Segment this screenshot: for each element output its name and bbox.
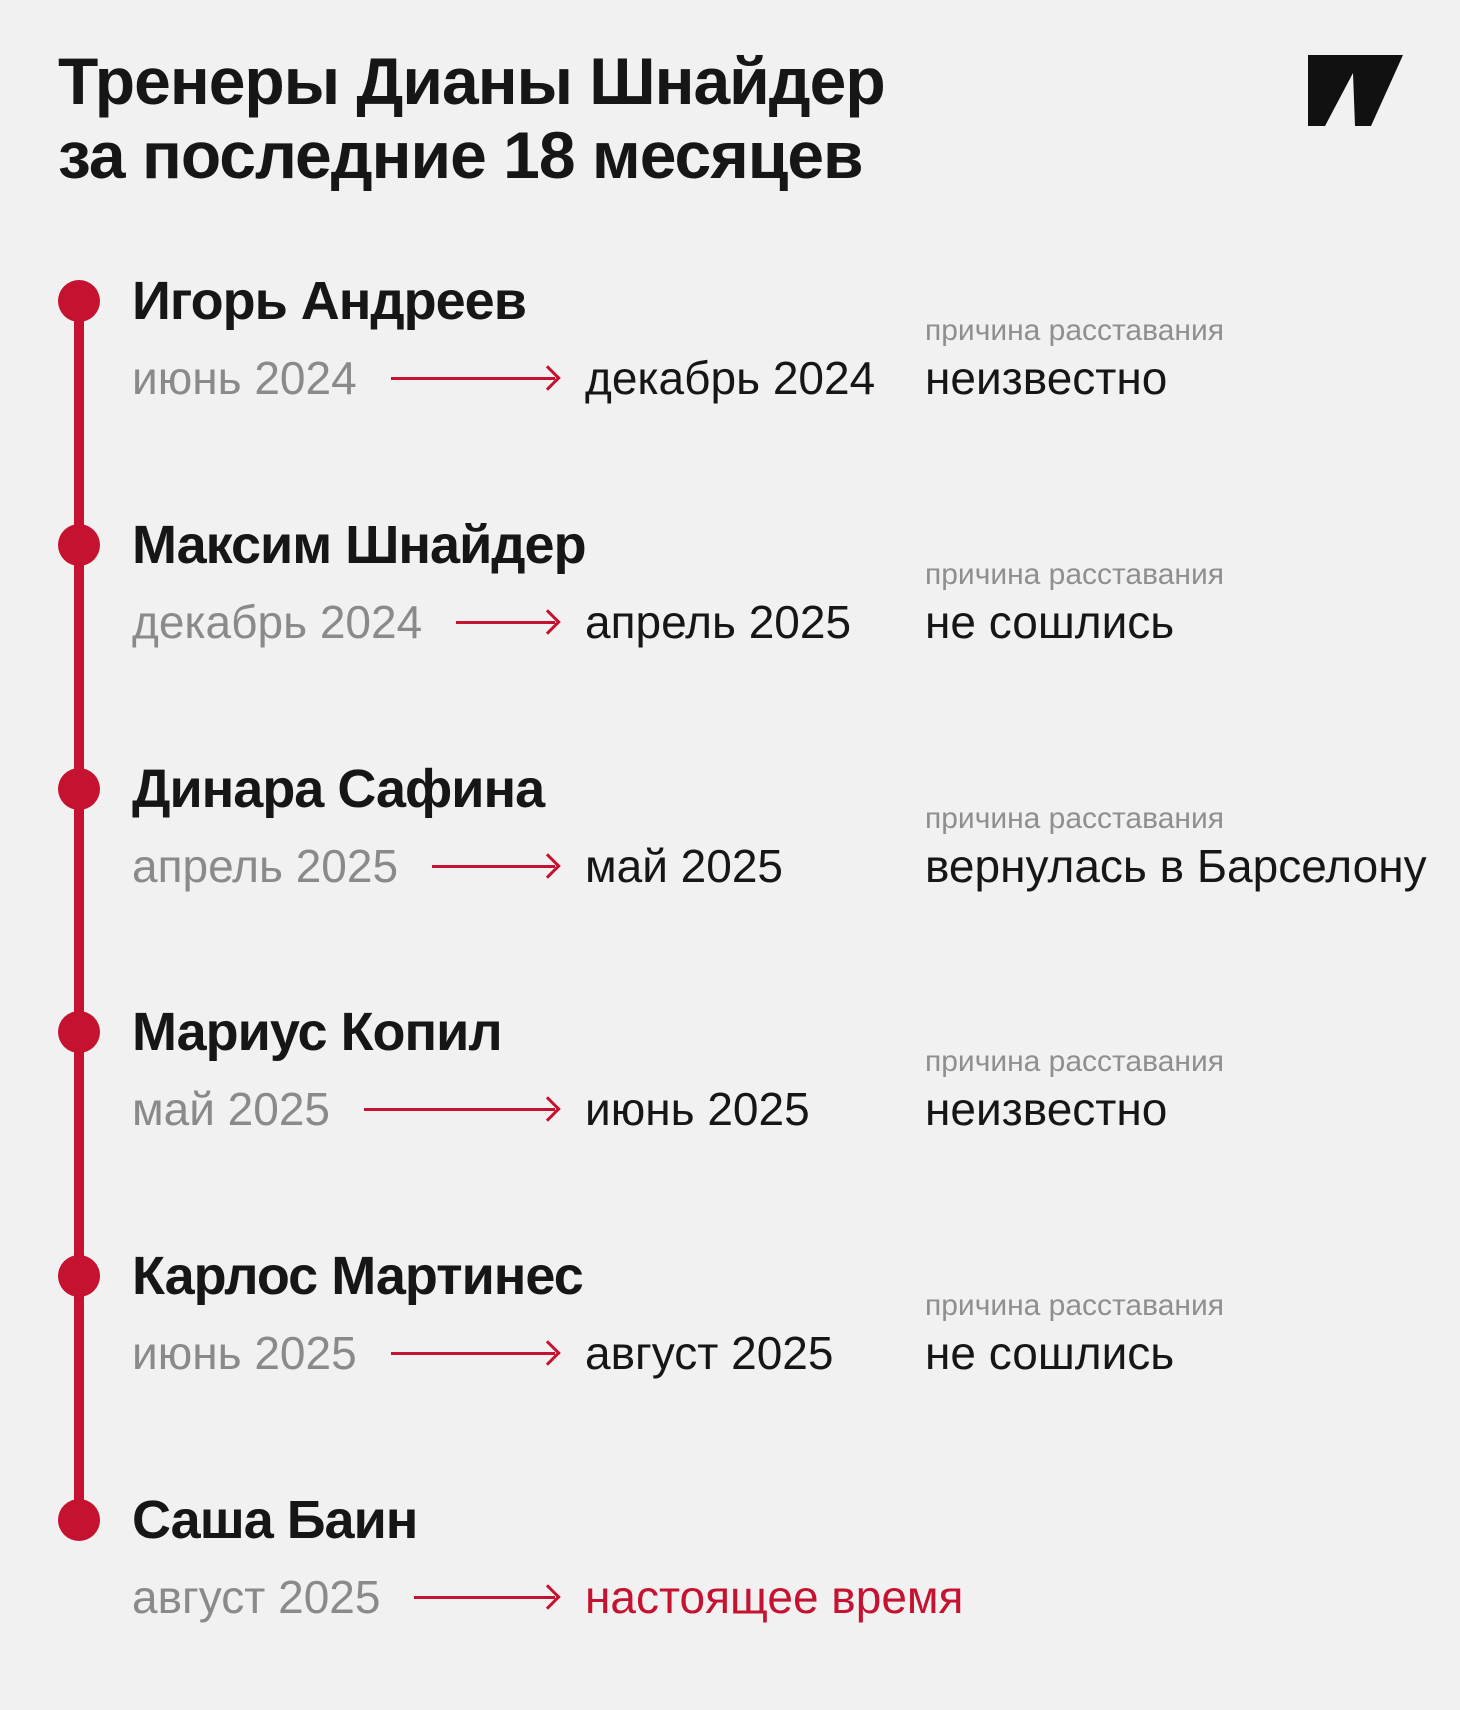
timeline-entry (0, 1243, 1460, 1413)
arrow-right-icon (391, 377, 555, 380)
end-date: май 2025 (585, 840, 784, 892)
coach-name: Динара Сафина (132, 759, 545, 819)
arrow-right-icon (414, 1596, 555, 1599)
timeline-entry (0, 268, 1460, 438)
timeline-dot-icon (58, 524, 100, 566)
timeline-dot-icon (58, 280, 100, 322)
start-date: май 2025 (132, 1083, 331, 1135)
tenure-start-cell (132, 596, 585, 648)
timeline-dot-icon (58, 768, 100, 810)
tenure-row (132, 840, 912, 892)
timeline-entry (0, 999, 1460, 1169)
page-title-line2: за последние 18 месяцев (58, 118, 863, 192)
tenure-row (132, 1327, 912, 1379)
coach-name: Саша Баин (132, 1490, 418, 1550)
coach-name: Игорь Андреев (132, 271, 526, 331)
reason-block (925, 1045, 1224, 1135)
coach-name: Карлос Мартинес (132, 1246, 583, 1306)
reason-block (925, 558, 1224, 648)
timeline-entry (0, 756, 1460, 926)
tenure-start-cell (132, 352, 585, 404)
start-date: декабрь 2024 (132, 596, 423, 648)
timeline-dot-icon (58, 1499, 100, 1541)
page-title-line1: Тренеры Дианы Шнайдер (58, 44, 885, 118)
coach-name: Максим Шнайдер (132, 515, 586, 575)
tenure-start-cell (132, 840, 585, 892)
reason-value: вернулась в Барселону (925, 840, 1427, 892)
reason-label: причина расставания (925, 1045, 1224, 1078)
tenure-row (132, 1571, 964, 1623)
tenure-row (132, 352, 912, 404)
end-date: апрель 2025 (585, 596, 852, 648)
reason-block (925, 314, 1224, 404)
arrow-right-icon (456, 621, 555, 624)
reason-label: причина расставания (925, 1289, 1224, 1322)
timeline-entry (0, 512, 1460, 682)
reason-label: причина расставания (925, 802, 1224, 835)
timeline-dot-icon (58, 1255, 100, 1297)
brand-mark-icon (1308, 55, 1404, 126)
reason-value: не сошлись (925, 596, 1175, 648)
reason-value: не сошлись (925, 1327, 1175, 1379)
start-date: июнь 2025 (132, 1327, 357, 1379)
timeline-entry (0, 1487, 1460, 1657)
reason-value: неизвестно (925, 352, 1168, 404)
reason-block (925, 1289, 1224, 1379)
reason-value: неизвестно (925, 1083, 1168, 1135)
tenure-start-cell (132, 1083, 585, 1135)
coach-name: Мариус Копил (132, 1002, 502, 1062)
tenure-start-cell (132, 1327, 585, 1379)
timeline-dot-icon (58, 1011, 100, 1053)
tenure-row (132, 596, 912, 648)
reason-block (925, 802, 1427, 892)
arrow-right-icon (364, 1108, 555, 1111)
tenure-row (132, 1083, 912, 1135)
start-date: апрель 2025 (132, 840, 399, 892)
end-date: декабрь 2024 (585, 352, 876, 404)
page-title (58, 44, 885, 192)
end-date: июнь 2025 (585, 1083, 810, 1135)
end-date: настоящее время (585, 1571, 964, 1623)
reason-label: причина расставания (925, 558, 1224, 591)
arrow-right-icon (432, 865, 555, 868)
arrow-right-icon (391, 1352, 555, 1355)
reason-label: причина расставания (925, 314, 1224, 347)
end-date: август 2025 (585, 1327, 834, 1379)
start-date: август 2025 (132, 1571, 381, 1623)
start-date: июнь 2024 (132, 352, 357, 404)
tenure-start-cell (132, 1571, 585, 1623)
